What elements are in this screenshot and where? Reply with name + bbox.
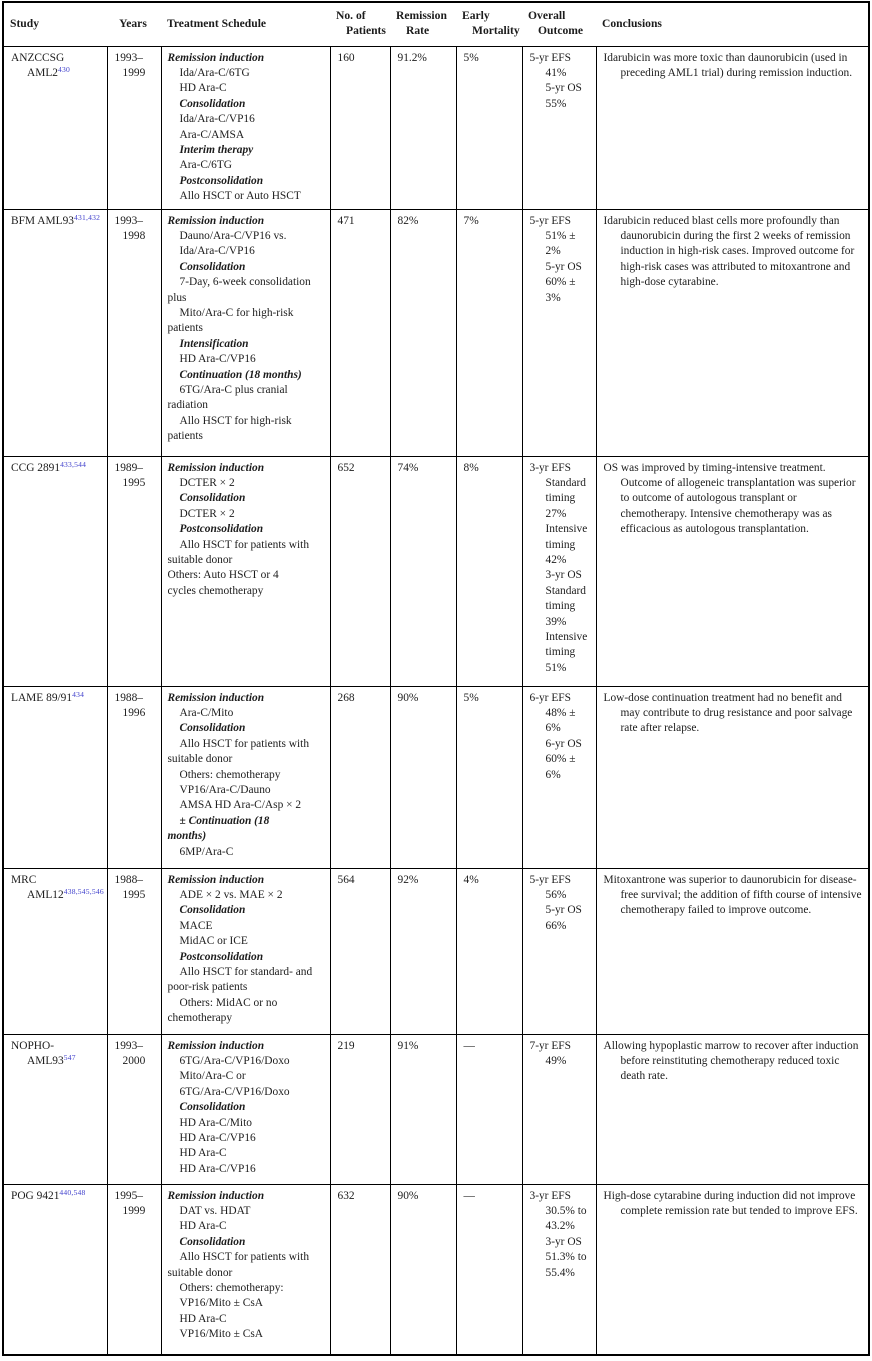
cell-patients: 632	[330, 1184, 390, 1355]
cell-treatment-schedule	[161, 209, 330, 456]
treatment-line: HD Ara-C/Mito	[179, 1116, 252, 1129]
cell-overall-outcome	[522, 209, 596, 456]
conclusion-text: Idarubicin reduced blast cells more profoundly than daunorubicin during the first 2 weeks of remission induction in high-risk cases. Improved outcome for high-risk cases was attributed to mitoxantrone and high-dose cytarabine.	[603, 214, 855, 289]
years-line: 1995	[122, 888, 146, 901]
treatment-line: HD Ara-C	[179, 1312, 227, 1325]
years-line: 1989–	[114, 461, 143, 474]
reference-link[interactable]: 434	[72, 689, 85, 699]
outcome-line: 60% ±	[545, 276, 576, 289]
reference-link[interactable]: 431,432	[73, 212, 101, 222]
treatment-line: 6MP/Ara-C	[179, 845, 234, 858]
cell-study	[3, 46, 107, 209]
cell-treatment-schedule	[161, 456, 330, 686]
treatment-line: Allo HSCT for patients with	[179, 538, 310, 551]
treatment-line: MidAC or ICE	[179, 935, 248, 948]
treatment-phase-label: Consolidation	[179, 1101, 246, 1114]
column-header-mortality	[456, 2, 522, 46]
treatment-line: 6TG/Ara-C/VP16/Doxo	[179, 1054, 290, 1067]
years-line: 1999	[122, 1204, 146, 1217]
outcome-line: 41%	[545, 66, 567, 79]
treatment-line: chemotherapy	[167, 1012, 233, 1025]
treatment-line: Allo HSCT or Auto HSCT	[179, 190, 301, 203]
study-line	[11, 214, 102, 229]
reference-link[interactable]: 433,544	[60, 459, 87, 469]
cell-early-mortality: 5%	[456, 46, 522, 209]
outcome-line: 5-yr OS	[545, 904, 582, 917]
header-line: Mortality	[472, 23, 520, 37]
outcome-line: 3-yr OS	[545, 1235, 582, 1248]
cell-conclusions	[596, 1034, 869, 1184]
cell-treatment-schedule	[161, 686, 330, 868]
outcome-line: 55%	[545, 97, 567, 110]
cell-overall-outcome	[522, 46, 596, 209]
cell-remission-rate: 91%	[390, 1034, 456, 1184]
years-line: 1995	[122, 476, 146, 489]
cell-conclusions	[596, 1184, 869, 1355]
treatment-line: Ara-C/AMSA	[179, 128, 245, 141]
cell-conclusions	[596, 868, 869, 1034]
treatment-phase-label: Consolidation	[179, 492, 246, 505]
outcome-line: 3%	[545, 291, 561, 304]
outcome-line: 30.5% to	[545, 1204, 587, 1217]
table-row	[3, 46, 869, 209]
study-line	[11, 66, 102, 81]
treatment-line: Mito/Ara-C for high-risk	[179, 307, 294, 319]
outcome-line: Standard	[545, 584, 586, 597]
outcome-line: timing	[545, 492, 576, 505]
cell-study	[3, 868, 107, 1034]
treatment-line: Others: chemotherapy	[179, 768, 281, 781]
cell-remission-rate: 90%	[390, 1184, 456, 1355]
outcome-line: 5-yr OS	[545, 260, 582, 273]
aml-clinical-trials-table	[2, 1, 870, 1356]
reference-link[interactable]: 438,545,546	[63, 886, 104, 896]
study-name: CCG 2891	[11, 461, 61, 474]
years-line: 1993–	[114, 214, 143, 227]
cell-years	[107, 686, 161, 868]
treatment-phase-label: Consolidation	[179, 97, 246, 110]
outcome-line: 56%	[545, 888, 567, 901]
treatment-line: VP16/Ara-C/Dauno	[179, 784, 271, 796]
cell-overall-outcome	[522, 456, 596, 686]
treatment-phase-label: Remission induction	[167, 214, 265, 227]
cell-treatment-schedule	[161, 46, 330, 209]
header-line: Rate	[406, 23, 430, 37]
study-line	[11, 461, 102, 476]
header-line: Conclusions	[602, 16, 662, 30]
outcome-line: 42%	[545, 554, 567, 566]
treatment-line: Others: Auto HSCT or 4	[167, 569, 279, 582]
treatment-line: Allo HSCT for standard- and	[179, 966, 313, 978]
years-line: 1995–	[114, 1189, 143, 1202]
treatment-line: HD Ara-C	[179, 1220, 227, 1233]
conclusion-text: Mitoxantrone was superior to daunorubicin for disease-free survival; the addition of fifth course of intensive chemotherapy failed to improve outcome.	[603, 873, 862, 917]
header-line: Treatment Schedule	[167, 16, 267, 30]
table-row	[3, 868, 869, 1034]
treatment-phase-label: Remission induction	[167, 873, 265, 886]
study-line	[11, 51, 102, 66]
treatment-line: AMSA HD Ara-C/Asp × 2	[179, 799, 302, 812]
outcome-line: 27%	[545, 507, 567, 520]
table-row	[3, 1034, 869, 1184]
treatment-line: VP16/Mito ± CsA	[179, 1328, 263, 1341]
study-line	[11, 888, 102, 903]
conclusion-text: OS was improved by timing-intensive treatment. Outcome of allogeneic transplantation was superior to outcome of autologous transplant or chemotherapy. Intensive chemotherapy was as efficacious as autologous transplantation.	[603, 461, 856, 536]
cell-patients: 652	[330, 456, 390, 686]
column-header-years	[107, 2, 161, 46]
cell-remission-rate: 82%	[390, 209, 456, 456]
cell-treatment-schedule	[161, 1184, 330, 1355]
cell-overall-outcome	[522, 868, 596, 1034]
treatment-phase-label: ± Continuation (18	[179, 814, 270, 827]
outcome-line: 51% ±	[545, 229, 576, 242]
outcome-line: 51.3% to	[545, 1251, 587, 1264]
outcome-line: 5-yr OS	[545, 82, 582, 95]
treatment-phase-label: Intensification	[179, 337, 249, 350]
cell-overall-outcome	[522, 686, 596, 868]
treatment-line: HD Ara-C/VP16	[179, 1162, 256, 1175]
treatment-line: suitable donor	[167, 1266, 233, 1279]
treatment-line: HD Ara-C	[179, 1147, 227, 1160]
outcome-line: timing	[545, 538, 576, 551]
treatment-phase-label: Remission induction	[167, 1189, 265, 1202]
treatment-phase-label: Consolidation	[179, 260, 246, 273]
column-header-outcome	[522, 2, 596, 46]
treatment-phase-label: Continuation (18 months)	[179, 368, 302, 381]
treatment-line: DAT vs. HDAT	[179, 1204, 251, 1217]
treatment-phase-label: Remission induction	[167, 691, 265, 704]
cell-early-mortality: 4%	[456, 868, 522, 1034]
table-row	[3, 456, 869, 686]
study-name: LAME 89/91	[11, 691, 73, 704]
conclusion-text: Idarubicin was more toxic than daunorubicin (used in preceding AML1 trial) during remission induction.	[603, 51, 853, 79]
table-header	[3, 2, 869, 46]
outcome-line: 5-yr EFS	[529, 51, 571, 64]
study-line	[11, 873, 102, 888]
header-line: Overall	[528, 9, 566, 23]
treatment-line: 6TG/Ara-C plus cranial	[179, 384, 288, 397]
treatment-line: Ida/Ara-C/VP16	[179, 245, 255, 258]
treatment-line: HD Ara-C/VP16	[179, 1132, 256, 1144]
treatment-line: DCTER × 2	[179, 476, 235, 489]
outcome-line: timing	[545, 600, 576, 613]
treatment-phase-label: Postconsolidation	[179, 174, 264, 187]
outcome-line: 3-yr OS	[545, 569, 582, 582]
treatment-line: 6TG/Ara-C/VP16/Doxo	[179, 1085, 290, 1098]
outcome-line: Intensive	[545, 631, 588, 644]
cell-years	[107, 46, 161, 209]
study-name: AML93	[27, 1054, 64, 1067]
outcome-line: 6-yr EFS	[529, 691, 571, 704]
treatment-line: patients	[167, 430, 203, 443]
treatment-line: suitable donor	[167, 753, 233, 766]
outcome-line: 3-yr EFS	[529, 461, 571, 474]
outcome-line: 5-yr EFS	[529, 873, 571, 886]
cell-treatment-schedule	[161, 868, 330, 1034]
cell-conclusions	[596, 209, 869, 456]
treatment-line: Others: chemotherapy:	[179, 1282, 284, 1294]
treatment-line: Allo HSCT for patients with	[179, 737, 310, 750]
study-name: NOPHO-	[11, 1039, 55, 1052]
cell-remission-rate: 91.2%	[390, 46, 456, 209]
cell-years	[107, 209, 161, 456]
column-header-remission	[390, 2, 456, 46]
study-line	[11, 691, 102, 706]
header-line: Outcome	[538, 23, 584, 37]
conclusion-text: Low-dose continuation treatment had no benefit and may contribute to drug resistance and poor salvage rate after relapse.	[603, 691, 853, 735]
treatment-line: Ara-C/6TG	[179, 159, 233, 172]
study-name: POG 9421	[11, 1189, 60, 1202]
cell-patients: 471	[330, 209, 390, 456]
treatment-line: DCTER × 2	[179, 507, 235, 520]
reference-link[interactable]: 430	[58, 64, 71, 74]
treatment-phase-label: Remission induction	[167, 1039, 265, 1052]
outcome-line: 49%	[545, 1054, 567, 1067]
treatment-line: Ara-C/Mito	[179, 706, 234, 719]
treatment-line: HD Ara-C	[179, 82, 227, 95]
table-row	[3, 686, 869, 868]
outcome-line: 6-yr OS	[545, 737, 582, 750]
cell-remission-rate: 90%	[390, 686, 456, 868]
cell-study	[3, 456, 107, 686]
table-row	[3, 209, 869, 456]
outcome-line: 48% ±	[545, 706, 576, 719]
treatment-phase-label: Consolidation	[179, 904, 246, 917]
cell-study	[3, 686, 107, 868]
cell-patients: 219	[330, 1034, 390, 1184]
header-line: Study	[10, 16, 40, 30]
years-line: 1999	[122, 66, 146, 79]
column-header-treatment	[161, 2, 330, 46]
study-name: ANZCCSG	[11, 51, 65, 64]
outcome-line: 6%	[545, 768, 561, 781]
treatment-line: HD Ara-C/VP16	[179, 353, 256, 366]
cell-remission-rate: 74%	[390, 456, 456, 686]
treatment-line: poor-risk patients	[167, 981, 248, 994]
cell-conclusions	[596, 46, 869, 209]
study-line	[11, 1189, 102, 1204]
cell-overall-outcome	[522, 1184, 596, 1355]
header-line: Patients	[346, 23, 386, 37]
cell-conclusions	[596, 456, 869, 686]
treatment-phase-label: Postconsolidation	[179, 950, 264, 963]
treatment-line: 7-Day, 6-week consolidation	[179, 276, 311, 289]
cell-treatment-schedule	[161, 1034, 330, 1184]
outcome-line: Standard	[545, 476, 586, 489]
cell-years	[107, 456, 161, 686]
conclusion-text: High-dose cytarabine during induction did not improve complete remission rate but tended to improve EFS.	[603, 1189, 858, 1217]
reference-link[interactable]: 547	[63, 1052, 76, 1062]
treatment-line: Dauno/Ara-C/VP16 vs.	[179, 229, 287, 242]
cell-years	[107, 1184, 161, 1355]
years-line: 1998	[122, 229, 146, 242]
outcome-line: 55.4%	[545, 1266, 575, 1279]
treatment-phase-label: Consolidation	[179, 1235, 246, 1248]
table-row	[3, 1184, 869, 1355]
cell-patients: 268	[330, 686, 390, 868]
treatment-line: Others: MidAC or no	[179, 996, 278, 1009]
treatment-line: cycles chemotherapy	[167, 584, 264, 597]
cell-early-mortality: 5%	[456, 686, 522, 868]
treatment-line: VP16/Mito ± CsA	[179, 1297, 263, 1310]
column-header-study	[3, 2, 107, 46]
treatment-phase-label: Interim therapy	[179, 143, 254, 156]
outcome-line: 51%	[545, 661, 567, 674]
outcome-line: 66%	[545, 919, 567, 932]
cell-conclusions	[596, 686, 869, 868]
cell-remission-rate: 92%	[390, 868, 456, 1034]
study-name: AML2	[27, 66, 59, 79]
outcome-line: 60% ±	[545, 753, 576, 766]
treatment-line: MACE	[179, 919, 213, 932]
years-line: 2000	[122, 1054, 146, 1067]
cell-years	[107, 1034, 161, 1184]
column-header-conclusions	[596, 2, 869, 46]
treatment-line: plus	[167, 291, 187, 304]
outcome-line: Intensive	[545, 523, 588, 536]
table-body	[3, 46, 869, 1355]
cell-years	[107, 868, 161, 1034]
study-line	[11, 1039, 102, 1054]
header-line: Early	[462, 9, 490, 23]
treatment-line: Mito/Ara-C or	[179, 1070, 246, 1083]
cell-overall-outcome	[522, 1034, 596, 1184]
outcome-line: 6%	[545, 722, 561, 735]
study-name: AML12	[27, 888, 64, 901]
cell-early-mortality: 7%	[456, 209, 522, 456]
outcome-line: 39%	[545, 615, 567, 628]
outcome-line: 2%	[545, 245, 561, 258]
cell-early-mortality: —	[456, 1184, 522, 1355]
treatment-line: radiation	[167, 399, 208, 412]
outcome-line: 7-yr EFS	[529, 1039, 571, 1052]
outcome-line: 5-yr EFS	[529, 214, 571, 227]
study-line	[11, 1054, 102, 1069]
outcome-line: 3-yr EFS	[529, 1189, 571, 1202]
cell-patients: 160	[330, 46, 390, 209]
header-row	[3, 2, 869, 46]
conclusion-text: Allowing hypoplastic marrow to recover after induction before reinstituting chemotherapy reduced toxic death rate.	[603, 1039, 859, 1083]
cell-early-mortality: —	[456, 1034, 522, 1184]
treatment-phase-label: months)	[167, 830, 207, 843]
treatment-phase-label: Postconsolidation	[179, 523, 264, 536]
cell-study	[3, 209, 107, 456]
treatment-line: Ida/Ara-C/VP16	[179, 113, 255, 126]
years-line: 1993–	[114, 51, 143, 64]
cell-study	[3, 1184, 107, 1355]
treatment-line: Allo HSCT for patients with	[179, 1251, 310, 1264]
outcome-line: 43.2%	[545, 1220, 575, 1233]
treatment-phase-label: Remission induction	[167, 51, 265, 64]
treatment-line: Ida/Ara-C/6TG	[179, 66, 250, 79]
column-header-patients	[330, 2, 390, 46]
study-name: MRC	[11, 873, 37, 886]
header-line: No. of	[336, 9, 366, 23]
treatment-line: suitable donor	[167, 554, 233, 566]
cell-patients: 564	[330, 868, 390, 1034]
outcome-line: timing	[545, 646, 576, 659]
cell-study	[3, 1034, 107, 1184]
header-line: Years	[119, 16, 147, 30]
treatment-phase-label: Consolidation	[179, 722, 246, 735]
years-line: 1988–	[114, 873, 143, 886]
cell-early-mortality: 8%	[456, 456, 522, 686]
reference-link[interactable]: 440,548	[59, 1187, 86, 1197]
treatment-phase-label: Remission induction	[167, 461, 265, 474]
header-line: Remission	[396, 9, 447, 23]
years-line: 1993–	[114, 1039, 143, 1052]
study-name: BFM AML93	[11, 214, 74, 227]
treatment-line: ADE × 2 vs. MAE × 2	[179, 888, 283, 901]
treatment-line: Allo HSCT for high-risk	[179, 414, 292, 427]
years-line: 1996	[122, 706, 146, 719]
treatment-line: patients	[167, 322, 203, 335]
years-line: 1988–	[114, 691, 143, 704]
